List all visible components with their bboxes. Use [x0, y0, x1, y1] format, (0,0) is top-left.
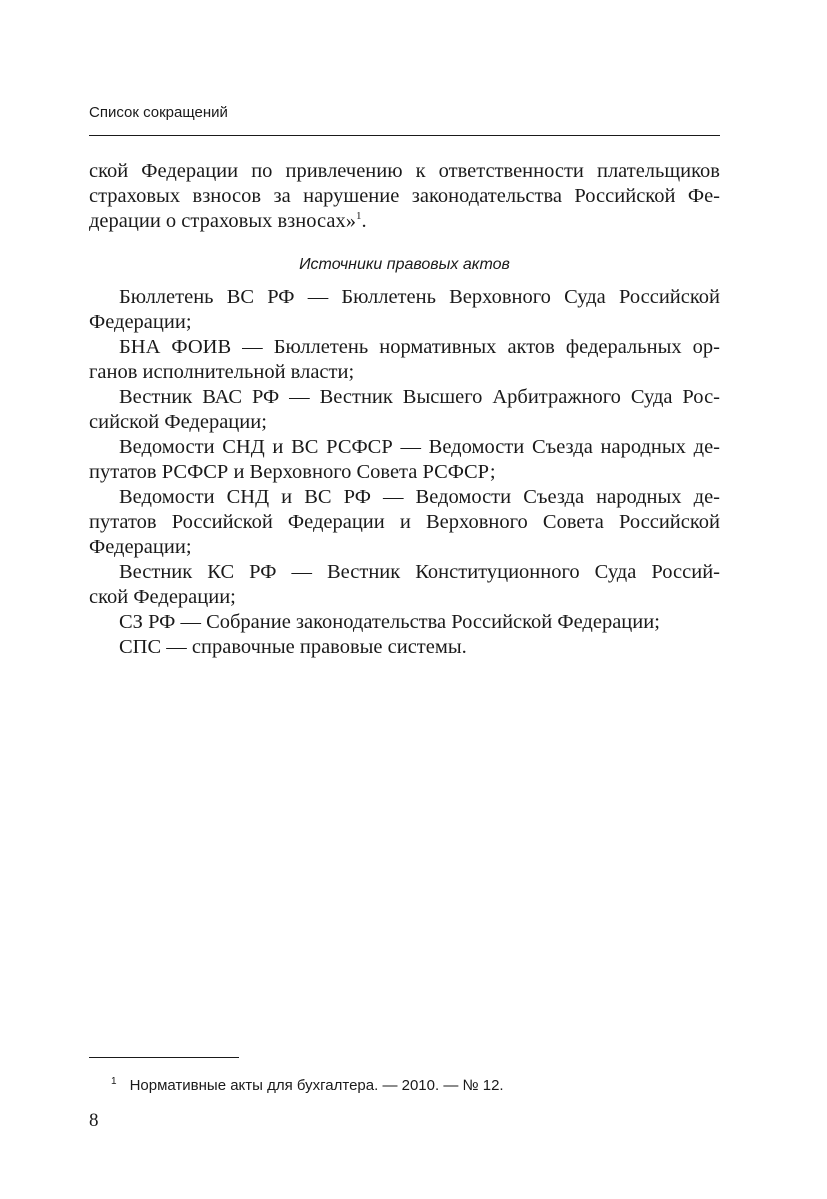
intro-end-punct: .: [361, 210, 367, 232]
entry-line: путатов РСФСР и Верховного Совета РСФСР;: [89, 461, 496, 483]
footnote-reference[interactable]: 1: [355, 210, 362, 222]
entry-line: ской Федерации;: [89, 586, 236, 608]
entry-line: СЗ РФ — Собрание законодательства Российской Федерации;: [119, 611, 660, 633]
entry-line: ганов исполнительной власти;: [89, 361, 355, 383]
entry-line: Ведомости СНД и ВС РФ — Ведомости Съезда народных де-: [119, 486, 720, 508]
running-title: Список сокращений: [89, 104, 228, 121]
entry-line: СПС — справочные правовые системы.: [119, 636, 467, 658]
entry-line: БНА ФОИВ — Бюллетень нормативных актов федеральных ор-: [119, 336, 720, 358]
footnote-rule: [89, 1057, 239, 1058]
intro-line: ской Федерации по привлечению к ответственности плательщиков: [89, 160, 720, 182]
entry-line: сийской Федерации;: [89, 411, 267, 433]
intro-line-text: дерации о страховых взносах»: [89, 210, 356, 232]
footnote: [111, 1072, 504, 1096]
footnote-text: Нормативные акты для бухгалтера. — 2010. — № 12.: [129, 1077, 504, 1094]
entry-line: Бюллетень ВС РФ — Бюллетень Верховного Суда Российской: [119, 286, 720, 308]
page-number: 8: [89, 1110, 99, 1131]
entry-line: Вестник КС РФ — Вестник Конституционного Суда Россий-: [119, 561, 720, 583]
intro-line: страховых взносов за нарушение законодательства Российской Фе-: [89, 185, 720, 207]
footnote-mark: 1: [111, 1076, 117, 1087]
section-title: Источники правовых актов: [299, 256, 510, 273]
entry-line: Федерации;: [89, 536, 192, 558]
intro-line-last: [89, 209, 720, 234]
entry-line: Вестник ВАС РФ — Вестник Высшего Арбитражного Суда Рос-: [119, 386, 720, 408]
entry-line: путатов Российской Федерации и Верховного Совета Российской: [89, 511, 720, 533]
entry-line: Ведомости СНД и ВС РСФСР — Ведомости Съезда народных де-: [119, 436, 720, 458]
header-rule: [89, 135, 720, 136]
entry-line: Федерации;: [89, 311, 192, 333]
